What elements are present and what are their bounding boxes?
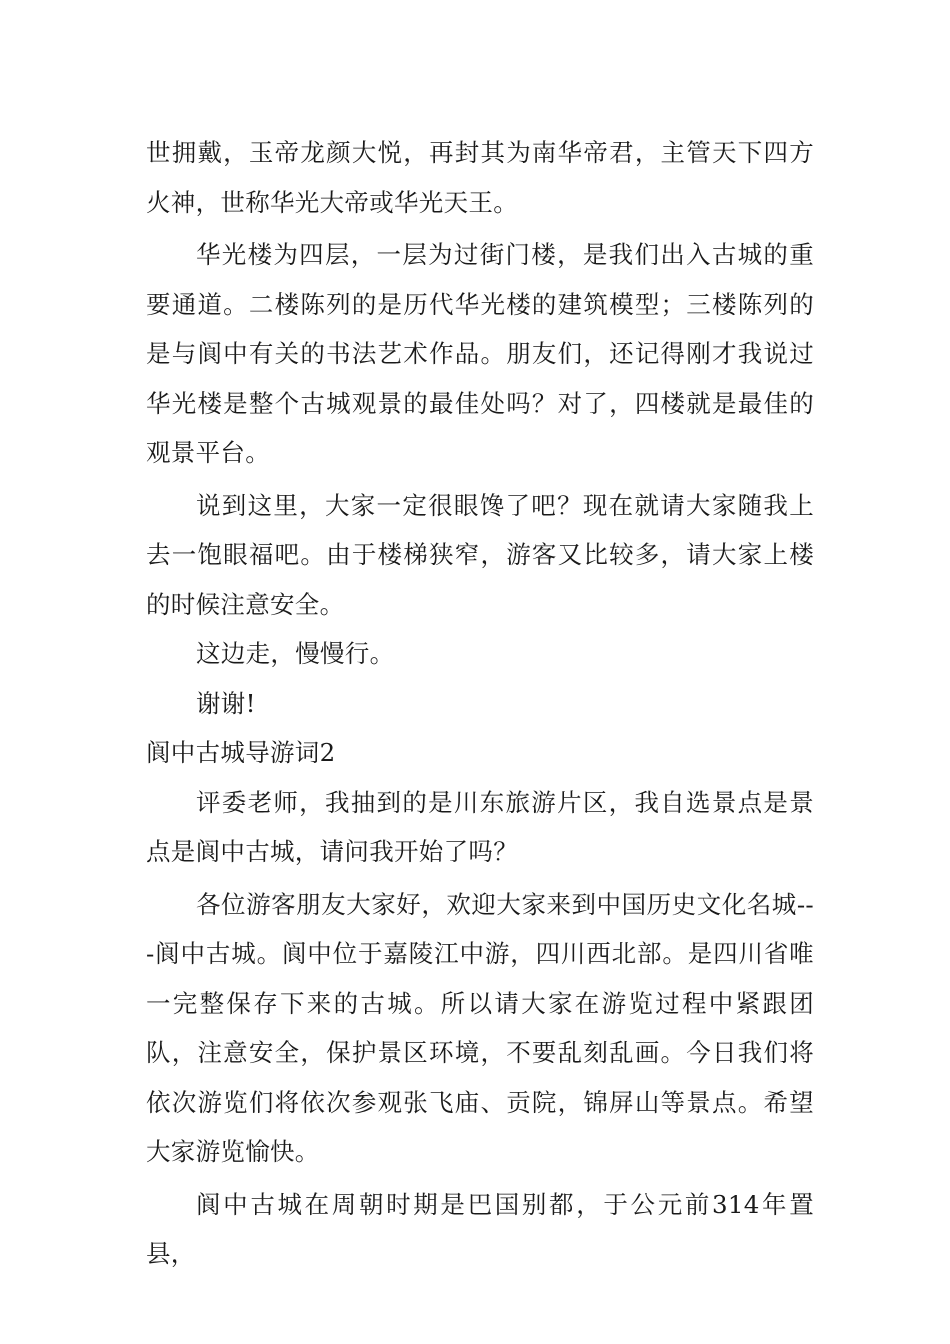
paragraph-4: 这边走，慢慢行。	[196, 639, 395, 668]
document-body	[146, 128, 814, 1279]
section-paragraph-1: 评委老师，我抽到的是川东旅游片区，我自选景点是景点是阆中古城，请问我开始了吗？	[146, 787, 814, 866]
section-paragraph-2: 各位游客朋友大家好，欢迎大家来到中国历史文化名城---阆中古城。阆中位于嘉陵江中游，四川西北部。是四川省唯一完整保存下来的古城。所以请大家在游览过程中紧跟团队，注意安全，保护景区环境，不要乱刻乱画。今日我们将依次游览们将依次参观张飞庙、贡院，锦屏山等景点。希望大家游览愉快。	[146, 889, 814, 1166]
section-paragraph-3: 阆中古城在周朝时期是巴国别都，于公元前314年置县，	[146, 1189, 814, 1268]
paragraph-3: 说到这里，大家一定很眼馋了吧？现在就请大家随我上去一饱眼福吧。由于楼梯狭窄，游客又比较多，请大家上楼的时候注意安全。	[146, 490, 814, 619]
paragraph-1: 世拥戴，玉帝龙颜大悦，再封其为南华帝君，主管天下四方火神，世称华光大帝或华光天王。	[146, 138, 814, 217]
paragraph-5: 谢谢!	[196, 688, 256, 718]
section-title: 阆中古城导游词2	[146, 738, 336, 767]
paragraph-2: 华光楼为四层，一层为过街门楼，是我们出入古城的重要通道。二楼陈列的是历代华光楼的建筑模型；三楼陈列的是与阆中有关的书法艺术作品。朋友们，还记得刚才我说过华光楼是整个古城观景的最佳处吗？对了，四楼就是最佳的观景平台。	[146, 240, 814, 467]
